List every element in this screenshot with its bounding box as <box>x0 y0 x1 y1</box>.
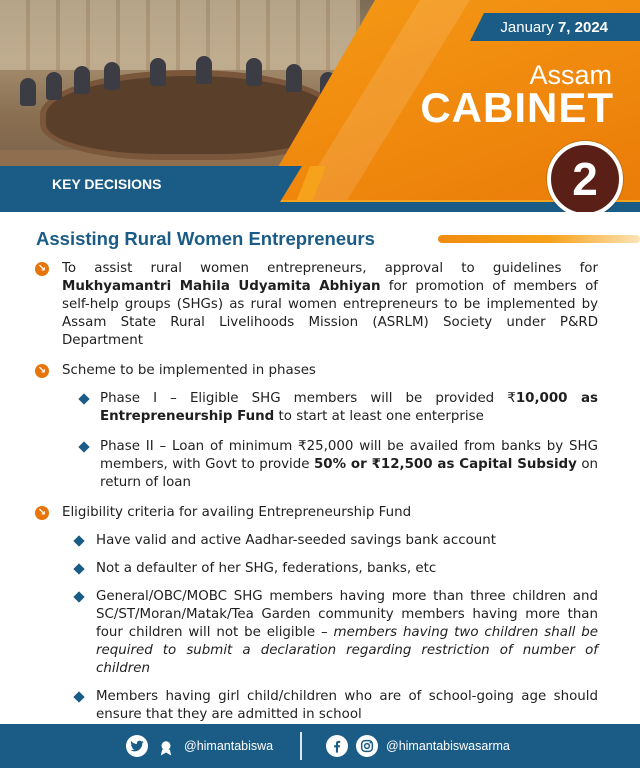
social-footer <box>0 724 640 768</box>
list-item <box>96 560 598 578</box>
list-item <box>100 390 598 426</box>
diamond-bullet-icon <box>73 535 84 546</box>
decision-number-badge: 2 <box>547 141 623 212</box>
date <box>500 14 608 42</box>
arrow-bullet-icon: ↘ <box>35 506 49 520</box>
diamond-bullet-icon <box>73 691 84 702</box>
diamond-bullet-icon <box>78 393 89 404</box>
criteria-girl-child: Members having girl child/children who are of school-going age should ensure that they are admitted in school <box>96 689 598 722</box>
threads-icon[interactable] <box>154 735 176 757</box>
criteria-children: General/OBC/MOBC SHG members having more than three children and SC/ST/Moran/Matak/Tea Garden community members having more than four children will not be eligible – members having two children shall be required to submit a declaration regarding restriction of number of children <box>96 589 598 676</box>
diamond-bullet-icon <box>73 563 84 574</box>
phase-two: Phase II – Loan of minimum ₹25,000 will be availed from banks by SHG members, with Govt to provide 50% or ₹12,500 as Capital Subsidy on return of loan <box>100 439 598 490</box>
facebook-icon[interactable] <box>326 735 348 757</box>
decision-content <box>0 260 640 724</box>
criteria-aadhar: Have valid and active Aadhar-seeded savings bank account <box>96 533 497 548</box>
header <box>0 0 640 212</box>
scheme-name: Mukhyamantri Mahila Udyamita Abhiyan <box>62 279 381 294</box>
date-day-year: 7, 2024 <box>557 19 608 36</box>
list-item <box>96 688 598 724</box>
title-underline-decoration <box>438 235 640 243</box>
diamond-bullet-icon <box>78 441 89 452</box>
list-item <box>96 532 598 550</box>
list-item <box>37 504 598 522</box>
handle-facebook-instagram[interactable]: @himantabiswasarma <box>386 739 510 753</box>
section-title: Assisting Rural Women Entrepreneurs <box>36 228 375 249</box>
arrow-bullet-icon: ↘ <box>35 364 49 378</box>
list-item <box>37 260 598 350</box>
key-decisions-label: KEY DECISIONS <box>52 176 162 192</box>
state-label: Assam <box>529 60 612 90</box>
point-phases: Scheme to be implemented in phases <box>62 363 316 378</box>
cabinet-label: CABINET <box>420 84 614 131</box>
list-item <box>100 438 598 492</box>
twitter-icon[interactable] <box>126 735 148 757</box>
handle-twitter[interactable]: @himantabiswa <box>184 739 274 753</box>
arrow-bullet-icon: ↘ <box>35 262 49 276</box>
footer-divider <box>300 732 302 760</box>
point-eligibility: Eligibility criteria for availing Entrepreneurship Fund <box>62 505 412 520</box>
list-item <box>96 588 598 678</box>
list-item <box>37 362 598 380</box>
point-guidelines-approval: To assist rural women entrepreneurs, approval to guidelines for Mukhyamantri Mahila Udyamita Abhiyan for promotion of members of self-help groups (SHGs) as rural women entrepreneurs to be implemented by Assam State Rural Livelihoods Mission (ASRLM) Society under P&RD Department <box>62 261 598 348</box>
date-month: January <box>500 19 558 36</box>
phase-one: Phase I – Eligible SHG members will be provided ₹10,000 as Entrepreneurship Fund to start at least one enterprise <box>100 391 599 424</box>
instagram-icon[interactable] <box>356 735 378 757</box>
criteria-defaulter: Not a defaulter of her SHG, federations, banks, etc <box>96 561 437 576</box>
diamond-bullet-icon <box>73 591 84 602</box>
